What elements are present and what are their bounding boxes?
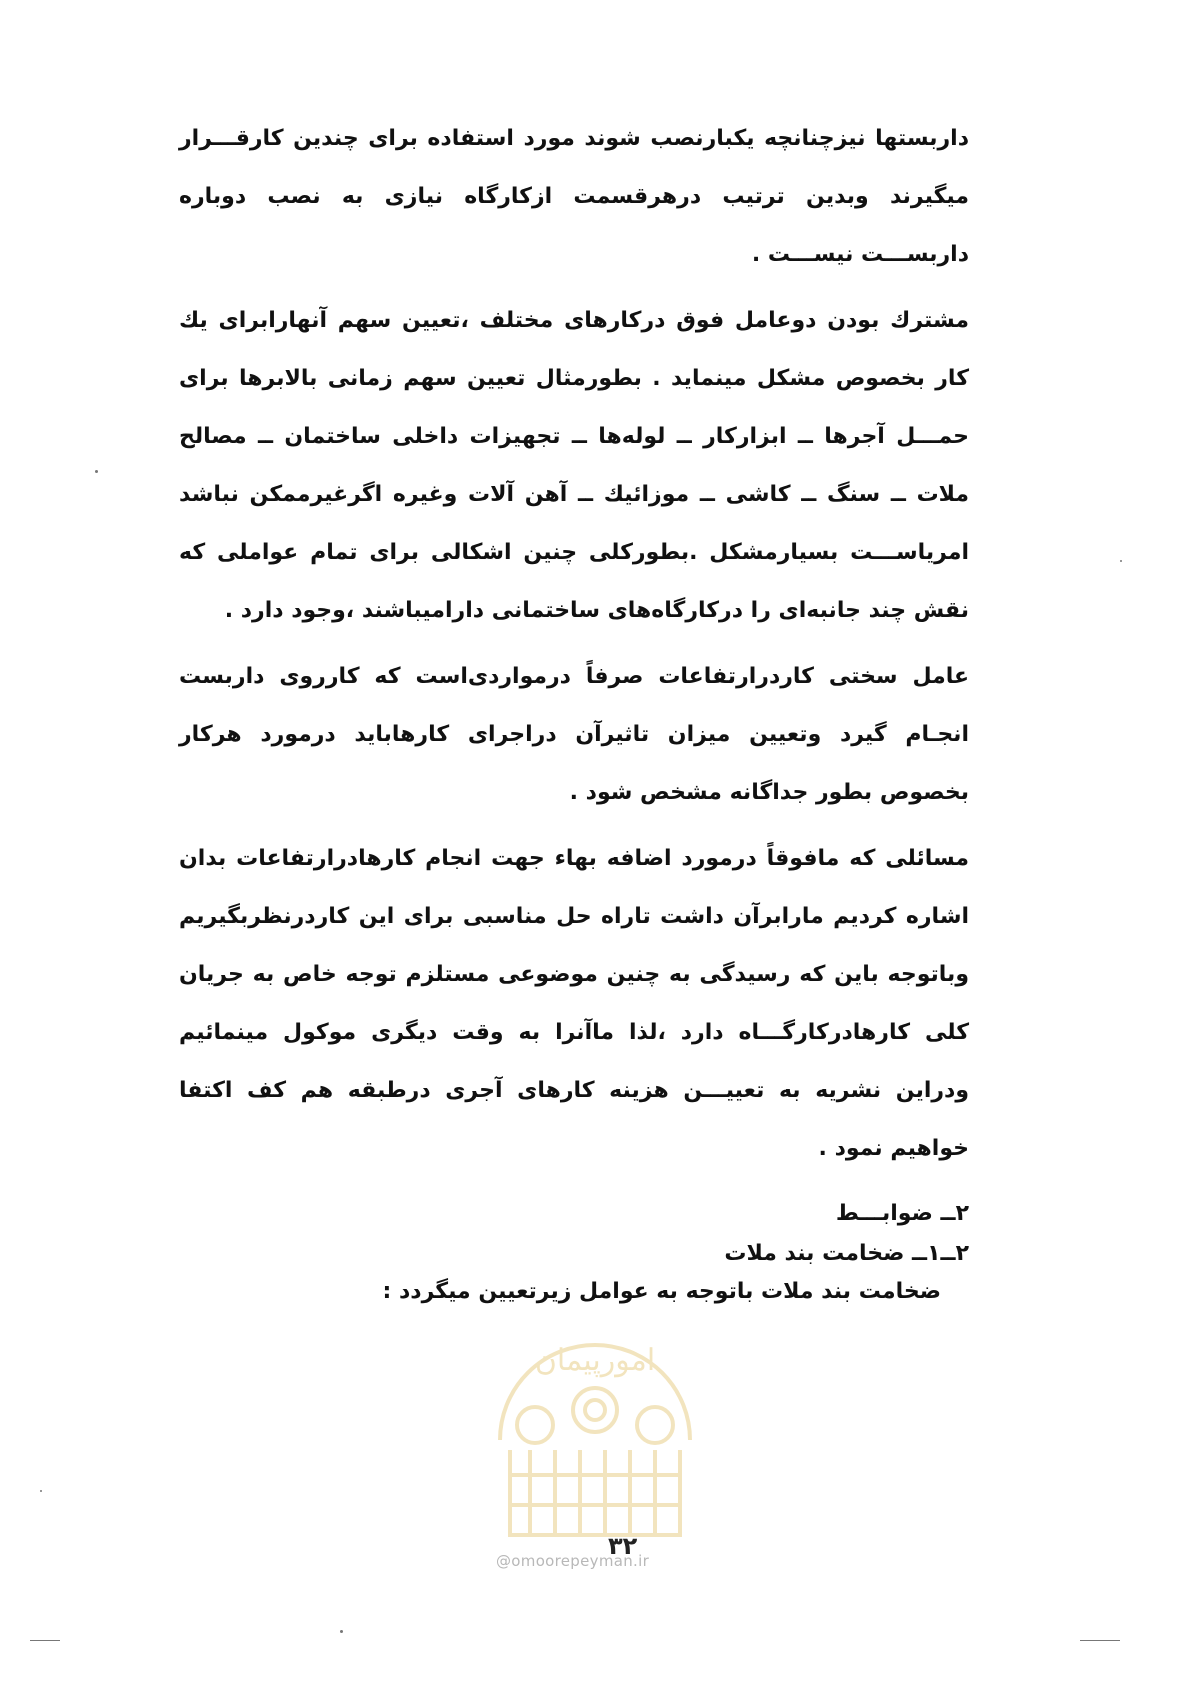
scan-speck bbox=[1120, 560, 1122, 562]
paragraph-height-difficulty: عامل سختی کاردرارتفاعات صرفاً درمواردی‌است که کارروی داربست انجـام گیرد وتعیین میزان تاثیرآن دراجرای کارهاباید درمورد هرکار بخصوص بطور جداگانه مشخص شود . bbox=[179, 664, 969, 805]
subsection-heading: ۲ــ۱ــ ضخامت بند ملات bbox=[724, 1241, 969, 1266]
scan-speck bbox=[40, 1490, 42, 1492]
watermark-logo-icon bbox=[470, 1300, 720, 1550]
page-number: ۳۲ bbox=[608, 1532, 638, 1560]
body-text bbox=[179, 110, 969, 1186]
watermark-logo-lettering: امورپیمان bbox=[534, 1343, 656, 1378]
watermark-site: @omoorepeyman.ir bbox=[496, 1552, 650, 1570]
paragraph-height-pricing: مسائلی که مافوقاً درمورد اضافه بهاء جهت انجام کارهادرارتفاعات بدان اشاره کردیم مارابرآن داشت تاراه حل مناسبی برای این کاردرنظربگیریم وباتوجه باین که رسیدگی به چنین موضوعی مستلزم توجه خاص به جریان کلی کارهادرکارگـــاه دارد ،لذا ماآنرا به وقت دیگری موکول مینمائیم ودراین نشریه به تعییـــن هزینه کارهای آجری درطبقه هم کف اکتفا خواهیم نمود . bbox=[179, 846, 969, 1161]
scan-speck bbox=[340, 1630, 343, 1633]
section-heading: ۲ــ ضوابـــط bbox=[835, 1201, 969, 1226]
scan-edge-mark bbox=[1080, 1640, 1120, 1641]
section-intro: ضخامت بند ملات باتوجه به عوامل زیرتعیین میگردد : bbox=[382, 1279, 941, 1304]
scan-edge-mark bbox=[30, 1640, 60, 1641]
paragraph-shared-factors: مشترك بودن دوعامل فوق درکارهای مختلف ،تعیین سهم آنهارابرای یك کار بخصوص مشکل مینماید . بطورمثال تعیین سهم زمانی بالابرها برای حمـــل آجرها ــ ابزارکار ــ لوله‌ها ــ تجهیزات داخلی ساختمان ــ مصالح ملات ــ سنگ ــ کاشی ــ موزائیك ــ آهن آلات وغیره اگرغیرممکن نباشد امریاســـت بسیارمشکل .بطورکلی چنین اشکالی برای تمام عواملی که نقش چند جانبه‌ای را درکارگاه‌های ساختمانی دارامیباشند ،وجود دارد . bbox=[179, 308, 969, 623]
scan-speck bbox=[95, 470, 98, 473]
paragraph-scaffolding: داربستها نیزچنانچه یکبارنصب شوند مورد استفاده برای چندین کارقـــرار میگیرند وبدین ترتیب درهرقسمت ازکارگاه نیازی به نصب دوباره داربســـت نیســـت . bbox=[179, 126, 969, 267]
